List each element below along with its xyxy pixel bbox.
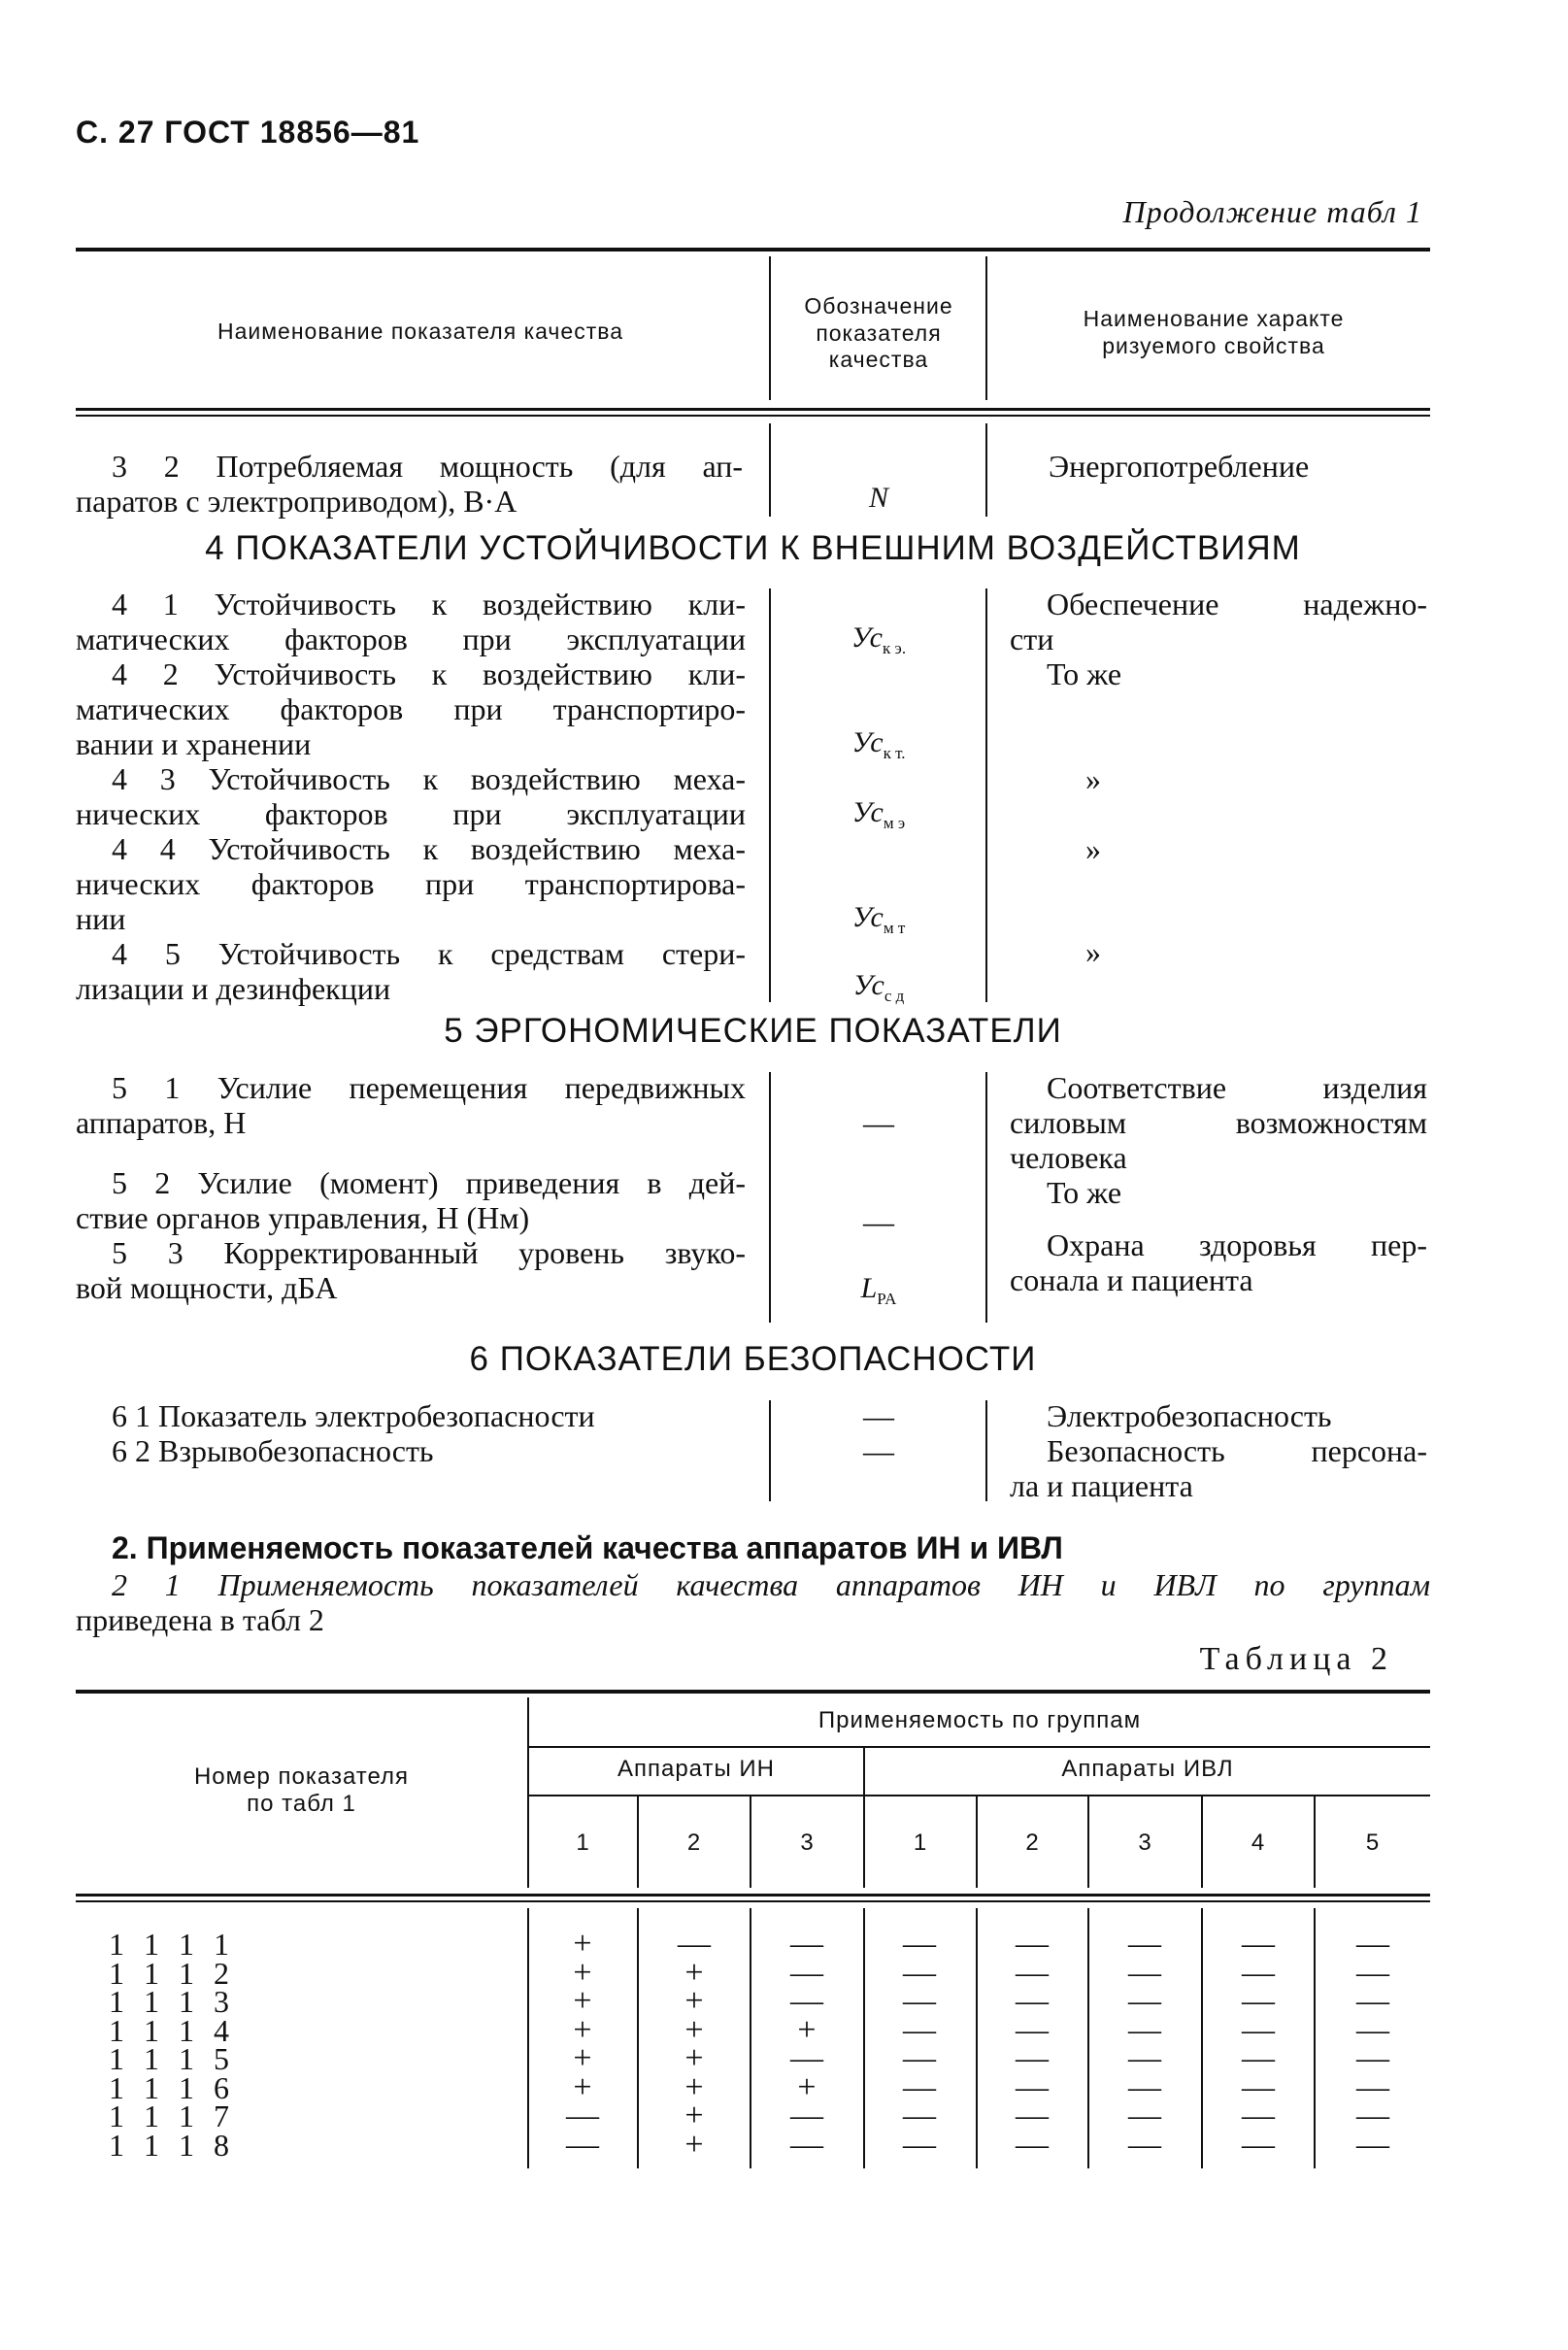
table1-header-rule xyxy=(76,408,1430,411)
section6-title: 6 ПОКАЗАТЕЛИ БЕЗОПАСНОСТИ xyxy=(469,1340,1037,1378)
table2-row-number: 1 1 1 7 xyxy=(109,2098,235,2133)
table2-cell-mark: — xyxy=(1356,1954,1389,1991)
table2-cell-mark: — xyxy=(903,2040,936,2076)
section6-names: 6 1 Показатель электробезопасности 6 2 Взрывобезопасность xyxy=(112,1398,595,1468)
row-3-2-name: 3 2 Потребляемая мощность (для ап- паратов с электроприводом), В·А xyxy=(76,449,743,519)
table2-cell-mark: — xyxy=(566,2098,599,2133)
table2-header-ivl: Аппараты ИВЛ xyxy=(1061,1756,1234,1782)
table2-cell-mark: — xyxy=(790,1926,823,1962)
table2-cell-mark: — xyxy=(1128,1954,1161,1991)
table1-divider xyxy=(985,1072,987,1323)
table2-cell-mark: — xyxy=(1356,2068,1389,2105)
table2-cell-mark: — xyxy=(903,2126,936,2163)
ditto-mark: » xyxy=(1085,934,1101,969)
table1-header-rule-2 xyxy=(76,415,1430,417)
table2-cell-mark: — xyxy=(1242,2068,1275,2105)
table2-row-number: 1 1 1 2 xyxy=(109,1955,235,1991)
symbol-usm-e: $Ус_{м э}$ xyxy=(851,796,906,832)
table1-divider xyxy=(769,423,771,517)
table2-cell-mark: — xyxy=(1128,2040,1161,2076)
table2-cell-mark: — xyxy=(566,2126,599,2163)
table2-cell-mark: — xyxy=(903,1983,936,2019)
table1-divider xyxy=(985,588,987,1002)
table2-cell-mark: + xyxy=(797,2011,817,2048)
symbol-usm-t: $Ус_{м т}$ xyxy=(851,901,906,937)
table2-cell-mark: — xyxy=(1242,2098,1275,2133)
table2-body xyxy=(0,1926,1568,2163)
table2-header-rule xyxy=(76,1894,1430,1897)
table1-header-symbol: Обозначение показателя качества xyxy=(804,293,953,373)
table2-cell-mark: — xyxy=(1356,1983,1389,2019)
table1-header-name: Наименование показателя качества xyxy=(217,319,623,344)
table2-cell-mark: — xyxy=(1016,2011,1049,2048)
table2-col-ivl-5: 5 xyxy=(1365,1830,1381,1856)
table2-cell-mark: — xyxy=(903,2098,936,2133)
table2-cell-mark: — xyxy=(1356,2011,1389,2048)
table1-divider xyxy=(769,256,771,400)
table2-col-in-2: 2 xyxy=(686,1830,702,1856)
symbol-usc-d: $Ус_{с д}$ xyxy=(852,969,905,1005)
table2-row-number: 1 1 1 4 xyxy=(109,2012,235,2048)
table2-subrule xyxy=(529,1746,1430,1748)
table2-cell-mark: + xyxy=(684,1983,704,2019)
section2-paragraph: 2 1 Применяемость показателей качества аппаратов ИН и ИВЛ по группам приведена в табл 2 xyxy=(76,1567,1430,1637)
table2-cell-mark: — xyxy=(790,1983,823,2019)
table2-cell-mark: — xyxy=(1242,1983,1275,2019)
table2-cell-mark: — xyxy=(1128,2098,1161,2133)
ditto-mark: » xyxy=(1085,761,1101,796)
table-continuation-label: Продолжение табл 1 xyxy=(1122,194,1422,229)
symbol-lpa: $L_{PA}$ xyxy=(860,1272,897,1308)
table2-cell-mark: — xyxy=(903,2011,936,2048)
table2-cell-mark: — xyxy=(1128,2011,1161,2048)
table2-cell-mark: + xyxy=(684,2068,704,2105)
table2-header-rule-2 xyxy=(76,1900,1430,1902)
table2-cell-mark: — xyxy=(790,2040,823,2076)
table2-cell-mark: — xyxy=(903,2068,936,2105)
table2-cell-mark: — xyxy=(1242,1954,1275,1991)
table2-cell-mark: — xyxy=(1016,2098,1049,2133)
table2-cell-mark: — xyxy=(678,1926,711,1962)
table1-top-rule xyxy=(76,248,1430,252)
table1-divider xyxy=(769,1400,771,1501)
table2-cell-mark: + xyxy=(573,2068,592,2105)
table2-row-number: 1 1 1 6 xyxy=(109,2069,235,2105)
table2-cell-mark: + xyxy=(573,1926,592,1962)
table1-divider xyxy=(769,588,771,1002)
table2-cell-mark: — xyxy=(1016,2040,1049,2076)
table2-cell-mark: — xyxy=(1242,1926,1275,1962)
table2-cell-mark: + xyxy=(573,1983,592,2019)
table2-cell-mark: — xyxy=(1242,2040,1275,2076)
table2-header-number: Номер показателя по табл 1 xyxy=(193,1763,410,1817)
table2-cell-mark: — xyxy=(1016,1926,1049,1962)
table2-cell-mark: + xyxy=(684,2011,704,2048)
table2-row-number: 1 1 1 1 xyxy=(109,1927,235,1962)
table2-row-number: 1 1 1 8 xyxy=(109,2127,235,2163)
page-header: С. 27 ГОСТ 18856—81 xyxy=(76,115,420,150)
section4-properties: Обеспечение надежно- сти То же xyxy=(1010,587,1427,691)
table2-cell-mark: + xyxy=(684,2098,704,2133)
symbol-dash: — xyxy=(863,1398,894,1433)
table2-cell-mark: — xyxy=(1356,2040,1389,2076)
table1-divider xyxy=(769,1072,771,1323)
table2-cell-mark: — xyxy=(1356,2126,1389,2163)
section6-properties: Электробезопасность Безопасность персона- ла и пациента xyxy=(1010,1398,1427,1503)
table2-cell-mark: + xyxy=(684,2040,704,2076)
table1-header-property: Наименование характе ризуемого свойства xyxy=(1083,306,1345,358)
table2-cell-mark: — xyxy=(1016,2068,1049,2105)
table2-col-in-1: 1 xyxy=(576,1830,590,1856)
table2-col-ivl-4: 4 xyxy=(1251,1830,1266,1856)
row-3-2-symbol: N xyxy=(868,482,888,514)
ditto-mark: » xyxy=(1085,831,1101,866)
table1-divider xyxy=(985,1400,987,1501)
table2-cell-mark: + xyxy=(797,2068,817,2105)
table2-cell-mark: — xyxy=(1128,1983,1161,2019)
table2-header-groups: Применяемость по группам xyxy=(817,1707,1142,1733)
section2-title: 2. Применяемость показателей качества аппаратов ИН и ИВЛ xyxy=(112,1530,1063,1565)
section4-names: 4 1 Устойчивость к воздействию кли- матических факторов при эксплуатации 4 2 Устойчивость к воздействию кли- матических факторов при транспортиро- вании и хранении 4 3 Устойчивость к воздействию меха- нических факторов при эксплуатации 4 4 Устойчивость к воздействию меха- нических факторов при транспортирова- нии 4 5 Устойчивость к средствам стери- лизации и дезинфекции xyxy=(76,587,746,1006)
table2-col-ivl-3: 3 xyxy=(1138,1830,1152,1856)
table2-cell-mark: + xyxy=(684,2126,704,2163)
table2-col-in-3: 3 xyxy=(800,1830,815,1856)
symbol-dash: — xyxy=(863,1204,894,1239)
table2-top-rule xyxy=(76,1690,1430,1694)
section5-names: 5 1 Усилие перемещения передвижных аппаратов, Н 5 2 Усилие (момент) приведения в дей- ствие органов управления, Н (Нм) 5 3 Корректированный уровень звуко- вой мощности, дБА xyxy=(76,1070,746,1305)
table2-cell-mark: — xyxy=(1016,1954,1049,1991)
table2-cell-mark: — xyxy=(903,1926,936,1962)
table2-cell-mark: + xyxy=(573,2040,592,2076)
table2-cell-mark: — xyxy=(1242,2126,1275,2163)
table2-cell-mark: + xyxy=(573,1954,592,1991)
table2-col-ivl-2: 2 xyxy=(1025,1830,1040,1856)
table2-header-in: Аппараты ИН xyxy=(617,1756,775,1782)
table2-cell-mark: — xyxy=(1356,1926,1389,1962)
table2-cell-mark: — xyxy=(790,2126,823,2163)
table2-cell-mark: — xyxy=(790,1954,823,1991)
table2-cell-mark: — xyxy=(903,1954,936,1991)
section5-properties: Соответствие изделия силовым возможностям человека То же Охрана здоровья пер- сонала и пациента xyxy=(1010,1070,1427,1297)
section4-title: 4 ПОКАЗАТЕЛИ УСТОЙЧИВОСТИ К ВНЕШНИМ ВОЗДЕЙСТВИЯМ xyxy=(205,529,1301,567)
table2-cell-mark: — xyxy=(1242,2011,1275,2048)
table2-cell-mark: — xyxy=(1016,2126,1049,2163)
symbol-usk-t: $Ус_{к т.}$ xyxy=(851,726,906,762)
symbol-dash: — xyxy=(863,1105,894,1140)
table2-cell-mark: + xyxy=(573,2011,592,2048)
table1-divider xyxy=(985,256,987,400)
table2-caption: Таблица 2 xyxy=(1199,1641,1393,1677)
table2-row-number: 1 1 1 3 xyxy=(109,1984,235,2019)
symbol-usk-e: $Ус_{к э.}$ xyxy=(851,621,907,657)
table2-subrule xyxy=(529,1795,1430,1796)
section5-title: 5 ЭРГОНОМИЧЕСКИЕ ПОКАЗАТЕЛИ xyxy=(444,1012,1062,1050)
table2-row-number: 1 1 1 5 xyxy=(109,2041,235,2076)
table2-cell-mark: — xyxy=(1128,1926,1161,1962)
table2-cell-mark: — xyxy=(1128,2068,1161,2105)
table2-cell-mark: — xyxy=(790,2098,823,2133)
row-3-2-property: Энергопотребление xyxy=(1049,449,1310,484)
symbol-dash: — xyxy=(863,1433,894,1468)
table2-col-ivl-1: 1 xyxy=(913,1830,928,1856)
table2-cell-mark: — xyxy=(1128,2126,1161,2163)
table1-divider xyxy=(985,423,987,517)
table2-cell-mark: — xyxy=(1016,1983,1049,2019)
table2-cell-mark: + xyxy=(684,1954,704,1991)
table2-cell-mark: — xyxy=(1356,2098,1389,2133)
